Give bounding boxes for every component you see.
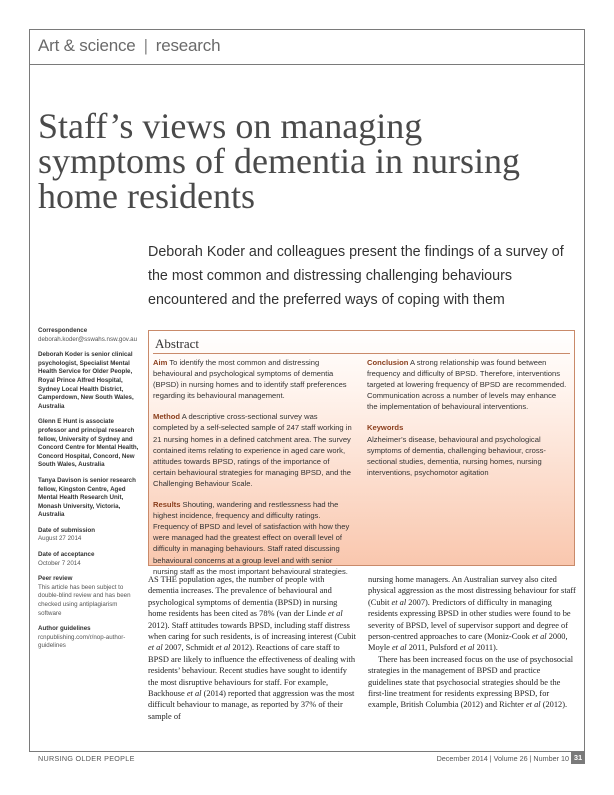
- issue-info: December 2014 | Volume 26 | Number 10: [436, 754, 569, 763]
- et-al: et al: [148, 643, 163, 653]
- et-al: et al: [391, 597, 407, 607]
- body-text: AS THE population ages, the number of people with dementia increases. The prevalence of behavioural and psychological symptoms of dementia (BPSD) in nursing home residents has been cited as 78% (van der Linde: [148, 575, 338, 619]
- body-paragraph-1-cont: [368, 574, 576, 654]
- et-al: et al: [186, 689, 202, 699]
- et-al: et al: [525, 700, 541, 710]
- abstract-keywords: [367, 422, 567, 477]
- author-sidebar: [38, 327, 142, 658]
- body-text: nursing home managers. An Australian survey also cited physical aggression as the most distressing behaviour for staff (Cubit: [368, 575, 576, 607]
- body-text: 2012). Reactions of care staff to BPSD are likely to influence the effectiveness of dealing with residents’ behaviour. Recent studies have sought to identify the most disruptive behaviours for staff. For example, Backhouse: [148, 643, 356, 699]
- method-label: Method: [153, 412, 180, 422]
- method-text: A descriptive cross-sectional survey was completed by a self-selected sample of 247 staff working in 21 nursing homes in a defined catchment area. The survey contained items relating to experience in aged care work, attitudes towards BPSD, ratings of the importance of certain behavioural strategies for managing BPSD, and the Challenging Behaviour Scale.: [153, 412, 352, 488]
- body-text: 2011, Pulsford: [406, 643, 460, 653]
- section-label: [38, 36, 220, 56]
- submission-block: [38, 527, 142, 544]
- page-number: 31: [571, 752, 585, 764]
- body-text: (2014) reported that aggression was the most difficult behaviour to manage, as reported by 37% of their sample of: [148, 689, 355, 721]
- et-al: et al: [215, 643, 231, 653]
- peer-review-text: This article has been subject to double-blind review and has been checked using antiplagiarism software: [38, 583, 131, 617]
- abstract-title: Abstract: [155, 336, 200, 351]
- conclusion-text: A strong relationship was found between frequency and difficulty of BPSD. Therefore, interventions targeted at lowering frequency of BPSD are recommended. Communication across a number of levels may enhance the implementation of behavioural interventions.: [367, 358, 567, 412]
- guidelines-link[interactable]: rcnpublishing.com/r/nop-author-guidelines: [38, 633, 126, 650]
- correspondence-email[interactable]: deborah.koder@sswahs.nsw.gov.au: [38, 335, 138, 343]
- keywords-text: Alzheimer’s disease, behavioural and psychological symptoms of dementia, challenging behaviour, cross-sectional studies, dementia, nursing homes, nursing interventions, psychomotor agitation: [367, 434, 546, 477]
- acceptance-date: October 7 2014: [38, 559, 81, 567]
- abstract-column-left: [153, 357, 353, 587]
- article-title: Staff’s views on managing symptoms of dementia in nursing home residents: [38, 106, 520, 216]
- author-bio-koder: Deborah Koder is senior clinical psychologist, Specialist Mental Health Service for Older People, Royal Prince Alfred Hospital, Sydney Local Health District, Camperdown, New South Wales, Australia: [38, 351, 134, 410]
- body-text: 2007, Schmidt: [162, 643, 216, 653]
- standfirst: Deborah Koder and colleagues present the findings of a survey of the most common and distressing challenging behaviours encountered and the preferred ways of coping with them: [148, 244, 564, 308]
- body-text: 2007). Predictors of difficulty in managing residents expressing BPSD in other studies were found to be severity of BPSD, level of supervisor support and degree of person-centred approaches to care (Moniz-Cook: [368, 597, 571, 642]
- acceptance-label: Date of acceptance: [38, 551, 95, 559]
- guidelines-block: [38, 625, 142, 651]
- submission-date: August 27 2014: [38, 535, 82, 543]
- et-al: et al: [531, 632, 547, 642]
- section-name: Art & science: [38, 36, 136, 55]
- abstract-box: [148, 330, 575, 576]
- et-al: et al: [328, 609, 343, 619]
- body-paragraph-2: [368, 654, 576, 711]
- et-al: et al: [391, 643, 407, 653]
- subsection-name: research: [155, 36, 221, 55]
- page-footer: [29, 752, 585, 766]
- body-text: 2012). Staff attitudes towards BPSD, including staff distress when caring for such residents, is of increasing interest (Cubit: [148, 620, 356, 642]
- correspondence-label: Correspondence: [38, 327, 88, 334]
- peer-review-label: Peer review: [38, 575, 73, 583]
- body-paragraph-1: [148, 574, 356, 722]
- author-bio-davison: Tanya Davison is senior research fellow, Kingston Centre, Aged Mental Health Research Unit, Monash University, Victoria, Australia: [38, 476, 136, 519]
- correspondence-block: [38, 327, 142, 344]
- guidelines-label: Author guidelines: [38, 625, 91, 633]
- keywords-label: Keywords: [367, 423, 404, 433]
- peer-review-block: [38, 575, 142, 618]
- body-text: 2011).: [474, 643, 498, 653]
- results-text: Shouting, wandering and restlessness had the highest incidence, frequency and difficulty ratings. Frequency of BPSD and level of satisfaction with how they were managed had the greatest effect on overall level of difficulty in managing behaviours. Staff rated discussing behavioural concerns at a group level and with senior nursing staff as the most important behavioural strategies.: [153, 500, 350, 576]
- body-text: (2012).: [540, 700, 568, 710]
- abstract-conclusion: [367, 357, 567, 412]
- abstract-column-right: [367, 357, 567, 488]
- aim-text: To identify the most common and distressing behavioural and psychological symptoms of dementia (BPSD) in nursing homes and to identify staff preferences regarding its behavioural management.: [153, 358, 347, 401]
- submission-label: Date of submission: [38, 526, 96, 534]
- body-column-left: [148, 574, 356, 722]
- abstract-divider: [153, 353, 570, 354]
- journal-name: NURSING OLDER PEOPLE: [38, 754, 135, 763]
- body-text: There has been increased focus on the use of psychosocial strategies in the management of BPSD and practice guidelines state that psychosocial strategies should be the first-line treatment for residents expressing BPSD, for example, British Columbia (2012) and Richter: [368, 654, 574, 710]
- aim-label: Aim: [153, 358, 168, 367]
- abstract-aim: [153, 357, 353, 401]
- body-column-right: [368, 574, 576, 711]
- author-bio-hunt: Glenn E Hunt is associate professor and principal research fellow, University of Sydney and Concord Centre for Mental Health, Concord Hospital, Concord, New South Wales, Australia: [38, 418, 139, 469]
- body-text: 2000, Moyle: [368, 632, 568, 653]
- results-label: Results: [153, 500, 181, 510]
- conclusion-label: Conclusion: [367, 358, 409, 367]
- section-divider: |: [143, 36, 148, 55]
- et-al: et al: [459, 643, 475, 653]
- abstract-method: [153, 411, 353, 489]
- abstract-results: [153, 499, 353, 577]
- acceptance-block: [38, 551, 142, 568]
